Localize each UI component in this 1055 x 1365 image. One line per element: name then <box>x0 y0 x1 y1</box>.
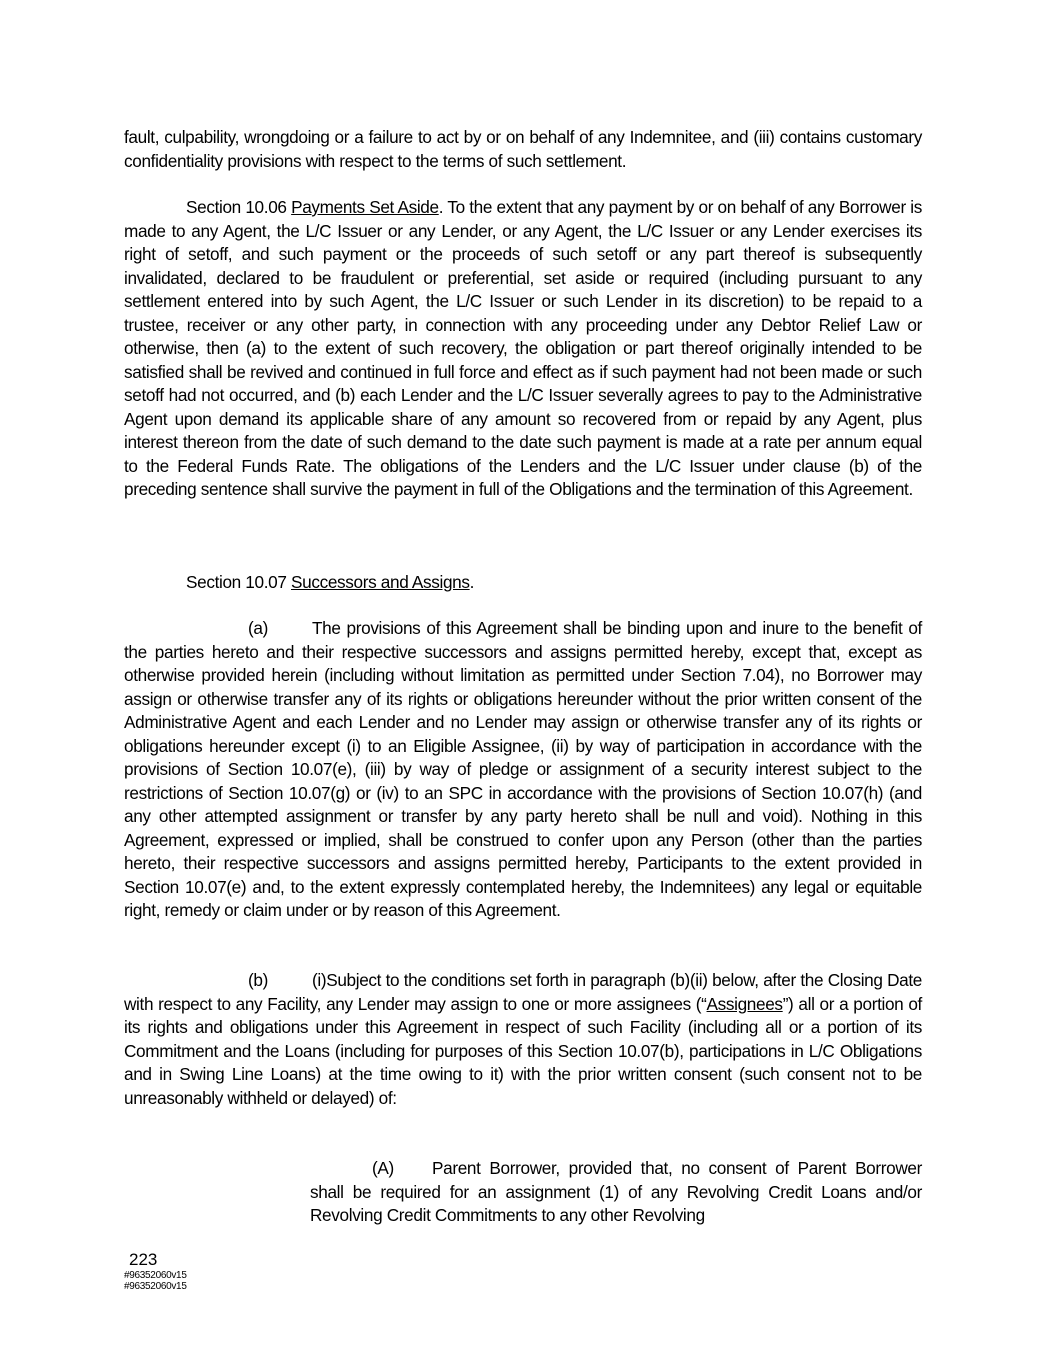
document-id: #96352060v15 <box>124 1281 187 1292</box>
clause-text-before: (i)Subject to the conditions set forth in paragraph (b)(ii) below, after the Closing Date with respect to any Facility, any Lender may assign to one or more assignees (“ <box>124 970 922 1014</box>
page-footer <box>124 1250 187 1292</box>
clause-label: (A) <box>372 1158 394 1178</box>
heading-period: . <box>469 572 475 592</box>
section-number: Section 10.06 <box>186 197 287 217</box>
section-body: . To the extent that any payment by or on behalf of any Borrower is made to any Agent, the L/C Issuer or any Lender, or any Agent, the L/C Issuer or any Lender exercises its right of setoff, and such payment or the proceeds of such setoff or any part thereof is subsequently invalidated, declared to be fraudulent or preferential, set aside or required (including pursuant to any settlement entered into by such Agent, the L/C Issuer or such Lender in its discretion) to be repaid to a trustee, receiver or any other party, in connection with any proceeding under any Debtor Relief Law or otherwise, then (a) to the extent of such recovery, the obligation or part thereof originally intended to be satisfied shall be revived and continued in full force and effect as if such payment had not been made or such setoff had not occurred, and (b) each Lender and the L/C Issuer severally agrees to pay to the Administrative Agent upon demand its applicable share of any amount so recovered from or repaid by any Agent, plus interest thereon from the date of such demand to the date such payment is made at a rate per annum equal to the Federal Funds Rate. The obligations of the Lenders and the L/C Issuer under clause (b) of the preceding sentence shall survive the payment in full of the Obligations and the termination of this Agreement. <box>124 197 923 499</box>
section-heading: Successors and Assigns <box>291 572 470 592</box>
section-heading: Payments Set Aside <box>291 197 439 217</box>
clause-label: (b) <box>248 970 268 990</box>
section-10-07-heading-paragraph <box>124 571 922 595</box>
section-10-06-paragraph <box>124 196 922 502</box>
clause-label: (a) <box>248 618 268 638</box>
section-number: Section 10.07 <box>186 572 287 592</box>
clause-text: The provisions of this Agreement shall be binding upon and inure to the benefit of the parties hereto and their respective successors and assigns permitted hereby, except that, except as otherwise provided herein (including without limitation as permitted under Section 7.04), no Borrower may assign or otherwise transfer any of its rights or obligations hereunder without the prior written consent of the Administrative Agent and each Lender and no Lender may assign or otherwise transfer any of its rights or obligations hereunder except (i) to an Eligible Assignee, (ii) by way of participation in accordance with the provisions of Section 10.07(e), (iii) by way of pledge or assignment of a security interest subject to the restrictions of Section 10.07(g) or (iv) to an SPC in accordance with the provisions of Section 10.07(h) (and any other attempted assignment or transfer by any party hereto shall be null and void). Nothing in this Agreement, expressed or implied, shall be construed to confer upon any Person (other than the parties hereto, their respective successors and assigns permitted hereby, Participants to the extent provided in Section 10.07(e) and, to the extent expressly contemplated hereby, the Indemnitees) any legal or equitable right, remedy or claim under or by reason of this Agreement. <box>124 618 922 920</box>
continuation-paragraph <box>124 126 922 173</box>
clause-text-after: ”) all or a portion of its rights and obligations under this Agreement in respect of such Facility (including all or a portion of its Commitment and the Loans (including for purposes of this Section 10.07(b), participations in L/C Obligations and in Swing Line Loans) at the time owing to it) with the prior written consent (such consent not to be unreasonably withheld or delayed) of: <box>124 993 922 1108</box>
clause-b-paragraph <box>124 969 922 1110</box>
clause-A-paragraph <box>310 1157 922 1228</box>
defined-term-assignees: Assignees <box>706 993 783 1014</box>
clause-a-paragraph <box>124 617 922 923</box>
continuation-text: fault, culpability, wrongdoing or a failure to act by or on behalf of any Indemnitee, and (iii) contains customary confidentiality provisions with respect to the terms of such settlement. <box>124 127 922 171</box>
clause-text: Parent Borrower, provided that, no consent of Parent Borrower shall be required for an assignment (1) of any Revolving Credit Loans and/or Revolving Credit Commitments to any other Revolving <box>310 1158 922 1225</box>
document-id: #96352060v15 <box>124 1270 187 1281</box>
page-number: 223 <box>129 1250 158 1269</box>
